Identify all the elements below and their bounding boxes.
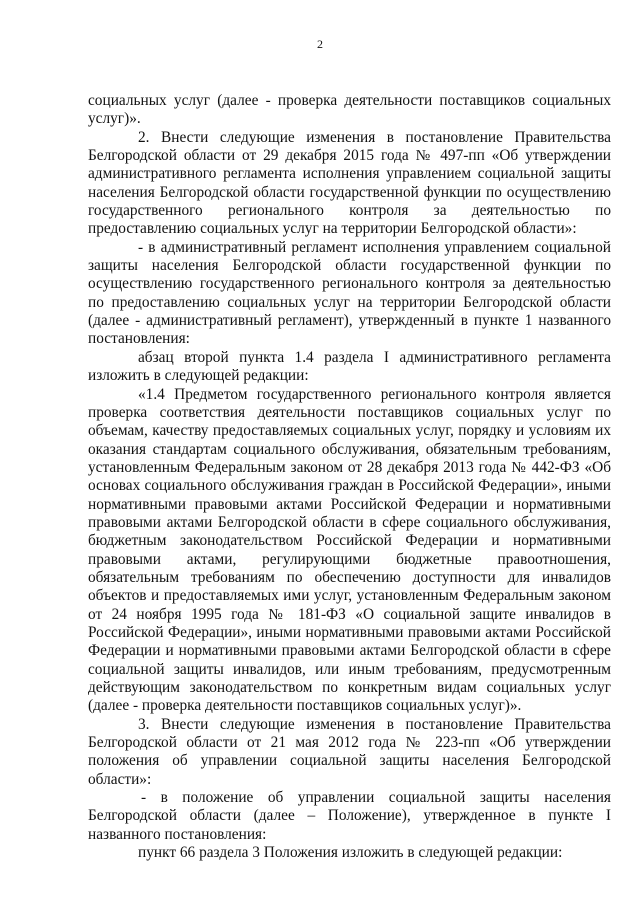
page-number: 2 (317, 37, 323, 51)
paragraph-item-66-instruction: пункт 66 раздела 3 Положения изложить в следующей редакции: (138, 844, 563, 862)
paragraph-regulation-amendment: - в административный регламент исполнения управлением социальной защиты населения Белгородской области государственной функции по осуществлению государственного регионального контроля за деятельностью по предоставлению социальных услуг на территории Белгородской области (далее - административный регламент), утвержденный в пункте 1 названного постановления: (88, 238, 611, 348)
paragraph-item-2: 2. Внести следующие изменения в постановление Правительства Белгородской области от 29 декабря 2015 года № 497-пп «Об утверждении административного регламента исполнения управлением социальной защиты населения Белгородской области государственной функции по осуществлению государственного регионального контроля за деятельностью по предоставлению социальных услуг на территории Белгородской области»: (88, 128, 611, 238)
document-body (88, 92, 611, 862)
paragraph-position-amendment: - в положение об управлении социальной защиты населения Белгородской области (далее – Положение), утвержденное в пункте I названного постановления: (88, 789, 611, 843)
paragraph-quoted-1-4: «1.4 Предметом государственного регионального контроля является проверка соответствия деятельности поставщиков социальных услуг по объемам, качеству предоставляемых социальных услуг, порядку и условиям их оказания стандартам социального обслуживания, обязательным требованиям, установленным Федеральным законом от 28 декабря 2013 года № 442-ФЗ «Об основах социального обслуживания граждан в Российской Федерации», иными нормативными правовыми актами Российской Федерации и нормативными правовыми актами Белгородской области в сфере социального обслуживания, бюджетным законодательством Российской Федерации и нормативными правовыми актами, регулирующими бюджетные правоотношения, обязательным требованиям по обеспечению доступности для инвалидов объектов и предоставляемых ими услуг, установленным Федеральным законом от 24 ноября 1995 года № 181-ФЗ «О социальной защите инвалидов в Российской Федерации», иными нормативными правовыми актами Российской Федерации и нормативными правовыми актами Белгородской области в сфере социальной защиты инвалидов, или иным требованиям, предусмотренным действующим законодательством по конкретным видам социальных услуг (далее - проверка деятельности поставщиков социальных услуг)». (88, 385, 611, 715)
paragraph-item-3: 3. Внести следующие изменения в постановление Правительства Белгородской области от 21 мая 2012 года № 223-пп «Об утверждении положения об управлении социальной защиты населения Белгородской области»: (88, 715, 611, 788)
paragraph-continuation: социальных услуг (далее - проверка деятельности поставщиков социальных услуг)». (88, 92, 611, 128)
paragraph-abzac-instruction: абзац второй пункта 1.4 раздела I административного регламента изложить в следующей редакции: (88, 348, 611, 385)
